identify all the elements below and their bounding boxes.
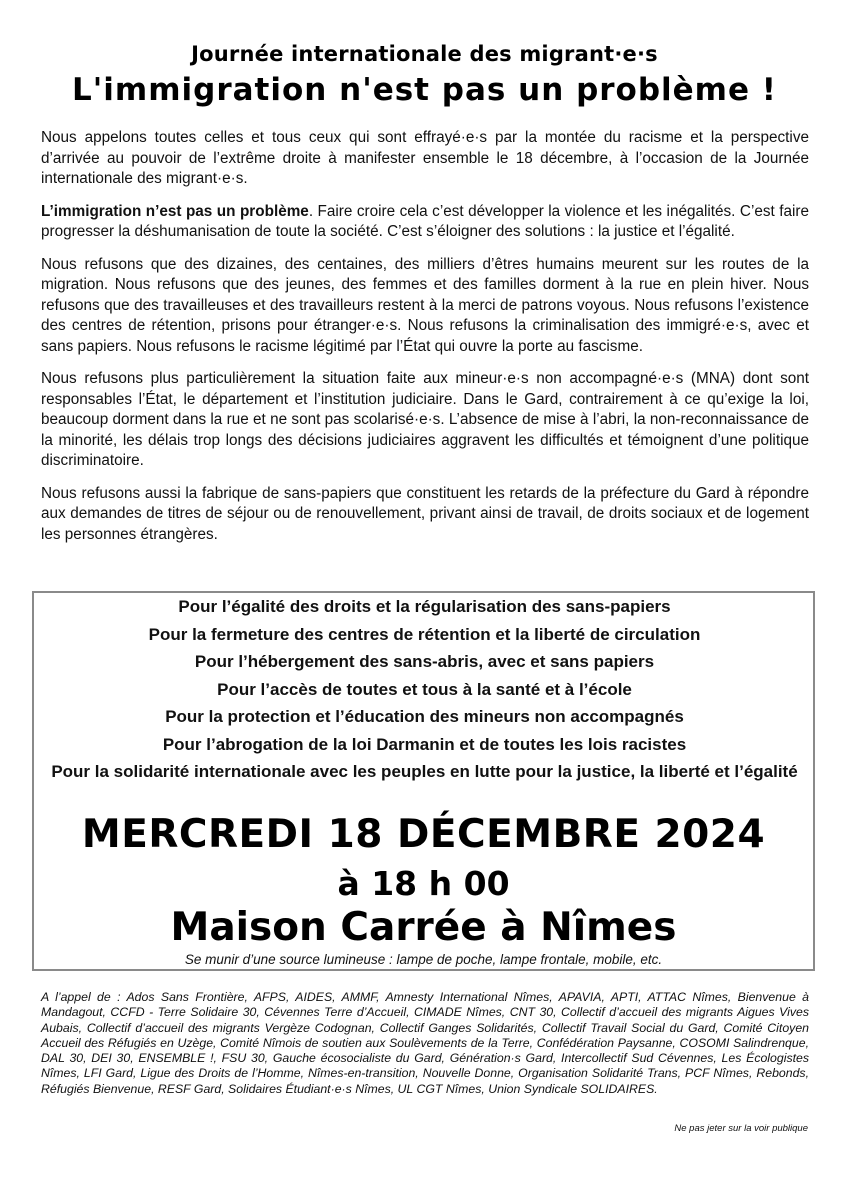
demand-item: Pour l’abrogation de la loi Darmanin et de toutes les lois racistes xyxy=(162,734,687,754)
event-date: MERCREDI 18 DÉCEMBRE 2024 xyxy=(81,812,766,857)
footer-note: Ne pas jeter sur la voir publique xyxy=(674,1123,808,1134)
demand-item: Pour la solidarité internationale avec les peuples en lutte pour la justice, la liberté et l’égalité xyxy=(51,762,798,781)
event-time: à 18 h 00 xyxy=(337,864,510,903)
demand-item: Pour l’accès de toutes et tous à la santé et à l’école xyxy=(217,679,632,699)
paragraph-prefecture: Nous refusons aussi la fabrique de sans-papiers que constituent les retards de la préfecture du Gard à répondre aux demandes de titres de séjour ou de renouvellement, privant ainsi de travail, de droits sociaux et de logement les personnes étrangères. xyxy=(41,484,809,543)
paragraph-immigration-rest: . Faire croire cela c’est développer la violence et les inégalités. C’est faire progresser la déshumanisation de toute la société. C’est s’éloigner des solutions : la justice et l’égalité. xyxy=(41,202,810,240)
paragraph-intro: Nous appelons toutes celles et tous ceux qui sont effrayé·e·s par la montée du racisme et la perspective d’arrivée au pouvoir de l’extrême droite à manifester ensemble le 18 décembre, à l’occasion de la Journée internationale des migrant·e·s. xyxy=(41,129,809,187)
demand-item: Pour la fermeture des centres de rétention et la liberté de circulation xyxy=(148,624,701,644)
event-note: Se munir d’une source lumineuse : lampe de poche, lampe frontale, mobile, etc. xyxy=(184,952,663,967)
demand-item: Pour l’hébergement des sans-abris, avec et sans papiers xyxy=(194,652,655,671)
paragraph-mna: Nous refusons plus particulièrement la situation faite aux mineur·e·s non accompagné·e·s (MNA) dont sont responsables l’État, le département et l’institution judiciaire. Dans le Gard, contrairement à ce qu’exige la loi, beaucoup dorment dans la rue et ne sont pas scolarisé·e·s. L’absence de mise à l’abri, la non-reconnaissance de la minorité, les délais trop longs des décisions judiciaires aggravent les difficultés et témoignent d’une politique discriminatoire. xyxy=(41,370,809,469)
paragraph-immigration-bold: L’immigration n’est pas un problème xyxy=(41,202,309,220)
paragraph-refusals: Nous refusons que des dizaines, des centaines, des milliers d’êtres humains meurent sur les routes de la migration. Nous refusons que des jeunes, des femmes et des familles dorment à la rue en plein hiver. Nous refusons que des travailleuses et des travailleurs restent à la merci de patrons voyous. Nous refusons l’existence des centres de rétention, prisons pour étranger·e·s. Nous refusons la criminalisation des immigré·e·s, avec et sans papiers. Nous refusons le racisme légitimé par l’État qui ouvre la porte au fascisme. xyxy=(41,255,809,355)
page-title: L'immigration n'est pas un problème ! xyxy=(72,72,777,108)
event-place: Maison Carrée à Nîmes xyxy=(170,905,677,950)
demands-list xyxy=(48,593,801,782)
event-subtitle: Journée internationale des migrant·e·s xyxy=(191,42,658,66)
paragraph-immigration xyxy=(41,202,809,243)
demand-item: Pour la protection et l’éducation des mineurs non accompagnés xyxy=(165,707,684,726)
signers-list: A l’appel de : Ados Sans Frontière, AFPS, AIDES, AMMF, Amnesty International Nîmes, APAVIA, APTI, ATTAC Nîmes, Bienvenue à Mandagout, CCFD - Terre Solidaire 30, Cévennes Terre d’Accueil, CIMADE Nîmes, CNT 30, Collectif d’accueil des migrants Aigues Vives Aubais, Collectif d’accueil des migrants Vergèze Codognan, Collectif Ganges Solidarités, Collectif Travail Social du Gard, Comité Citoyen Accueil des Réfugiés en Uzège, Comité Nîmois de soutien aux Soulèvements de la Terre, Confédération Paysanne, COSOMI Salindrenque, DAL 30, DEI 30, ENSEMBLE !, FSU 30, Gauche écosocialiste du Gard, Génération·s Gard, Intercollectif Sud Cévennes, Les Écologistes Nîmes, LFI Gard, Ligue des Droits de l’Homme, Nîmes-en-transition, Nouvelle Donne, Organisation Solidarité Trans, PCF Nîmes, Rebonds, Réfugiés Bienvenue, RESF Gard, Solidaires Étudiant·e·s Nîmes, UL CGT Nîmes, Union Syndicale SOLIDAIRES. xyxy=(41,990,809,1096)
body-text xyxy=(41,128,809,557)
demand-item: Pour l’égalité des droits et la régularisation des sans-papiers xyxy=(178,597,671,616)
